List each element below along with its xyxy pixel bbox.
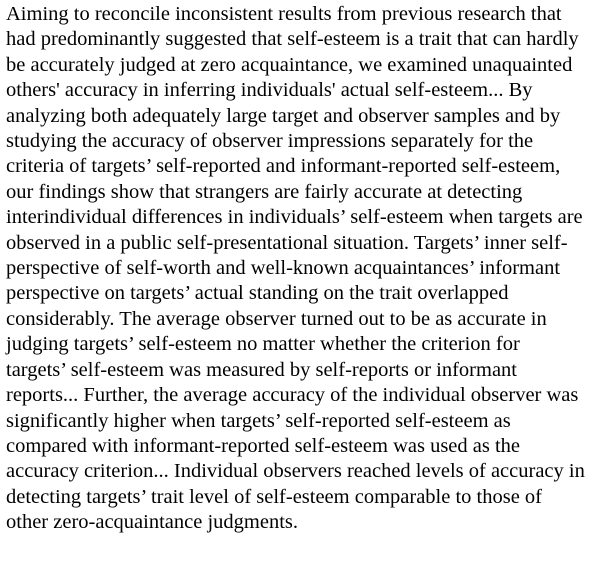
paragraph-line: criteria of targets’ self-reported and informant-reported self-esteem, — [6, 155, 561, 178]
paragraph-line: perspective on targets’ actual standing on the trait overlapped — [6, 282, 509, 305]
paragraph-line: Aiming to reconcile inconsistent results from previous research that — [6, 3, 562, 25]
paragraph-line: analyzing both adequately large target and observer samples and by — [6, 104, 561, 127]
paragraph-line: detecting targets’ trait level of self-esteem comparable to those of — [6, 485, 543, 508]
paragraph-line: had predominantly suggested that self-esteem is a trait that can hardly — [6, 28, 579, 51]
paragraph-line: be accurately judged at zero acquaintance, we examined unaquainted — [6, 53, 573, 76]
paragraph-line: reports... Further, the average accuracy of the individual observer was — [6, 384, 579, 407]
paragraph-line: considerably. The average observer turned out to be as accurate in — [6, 307, 547, 330]
paragraph-line: our findings show that strangers are fairly accurate at detecting — [6, 180, 523, 203]
paragraph-line: compared with informant-reported self-esteem was used as the — [6, 434, 521, 457]
paragraph-line: accuracy criterion... Individual observers reached levels of accuracy in — [6, 460, 585, 483]
paragraph-line: other zero-acquaintance judgments. — [6, 511, 298, 534]
paragraph-line: perspective of self-worth and well-known acquaintances’ informant — [6, 257, 561, 280]
paragraph-line: interindividual differences in individuals’ self-esteem when targets are — [6, 206, 583, 229]
paragraph-line: observed in a public self-presentational situation. Targets’ inner self- — [6, 231, 568, 254]
paragraph-line: significantly higher when targets’ self-reported self-esteem as — [6, 409, 511, 432]
abstract-paragraph — [6, 2, 606, 536]
paragraph-line: judging targets’ self-esteem no matter whether the criterion for — [6, 333, 520, 356]
paragraph-line: others' accuracy in inferring individuals' actual self-esteem... By — [6, 79, 533, 102]
paragraph-line: targets’ self-esteem was measured by self-reports or informant — [6, 358, 517, 381]
paragraph-line: studying the accuracy of observer impressions separately for the — [6, 130, 534, 153]
